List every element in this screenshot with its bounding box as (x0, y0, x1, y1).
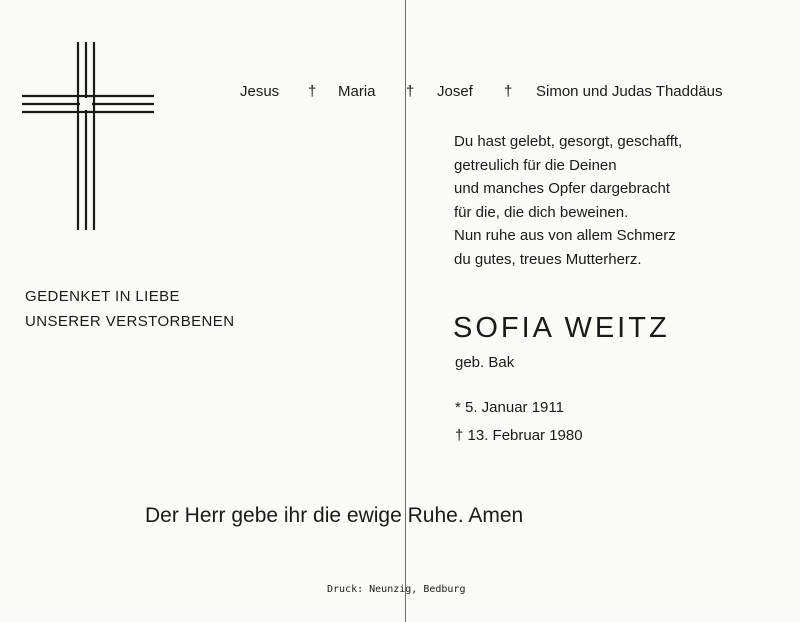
poem-line: für die, die dich beweinen. (454, 203, 629, 221)
closing-prayer: Der Herr gebe ihr die ewige Ruhe. Amen (145, 504, 524, 527)
separator-cross: † (504, 83, 513, 100)
cross-icon (22, 42, 154, 230)
remembrance-text (25, 284, 234, 334)
poem-line: getreulich für die Deinen (454, 156, 617, 174)
name-simon-judas: Simon und Judas Thaddäus (536, 83, 723, 100)
poem (454, 130, 682, 271)
name-jesus: Jesus (240, 83, 280, 100)
maiden-name: geb. Bak (455, 354, 515, 371)
name-josef: Josef (437, 83, 473, 100)
birth-date: * 5. Januar 1911 (455, 399, 564, 416)
remembrance-line-1: GEDENKET IN LIEBE (25, 288, 180, 305)
separator-cross: † (406, 83, 415, 100)
poem-line: du gutes, treues Mutterherz. (454, 250, 642, 268)
deceased-name: SOFIA WEITZ (453, 312, 670, 344)
poem-line: Du hast gelebt, gesorgt, geschafft, (454, 133, 683, 150)
remembrance-line-2: UNSERER VERSTORBENEN (25, 313, 235, 330)
separator-cross: † (308, 83, 317, 100)
poem-line: und manches Opfer dargebracht (454, 180, 670, 197)
printer-credit: Druck: Neunzig, Bedburg (327, 584, 466, 595)
name-maria: Maria (338, 83, 376, 100)
poem-line: Nun ruhe aus von allem Schmerz (454, 227, 676, 244)
death-date: † 13. Februar 1980 (455, 427, 583, 444)
